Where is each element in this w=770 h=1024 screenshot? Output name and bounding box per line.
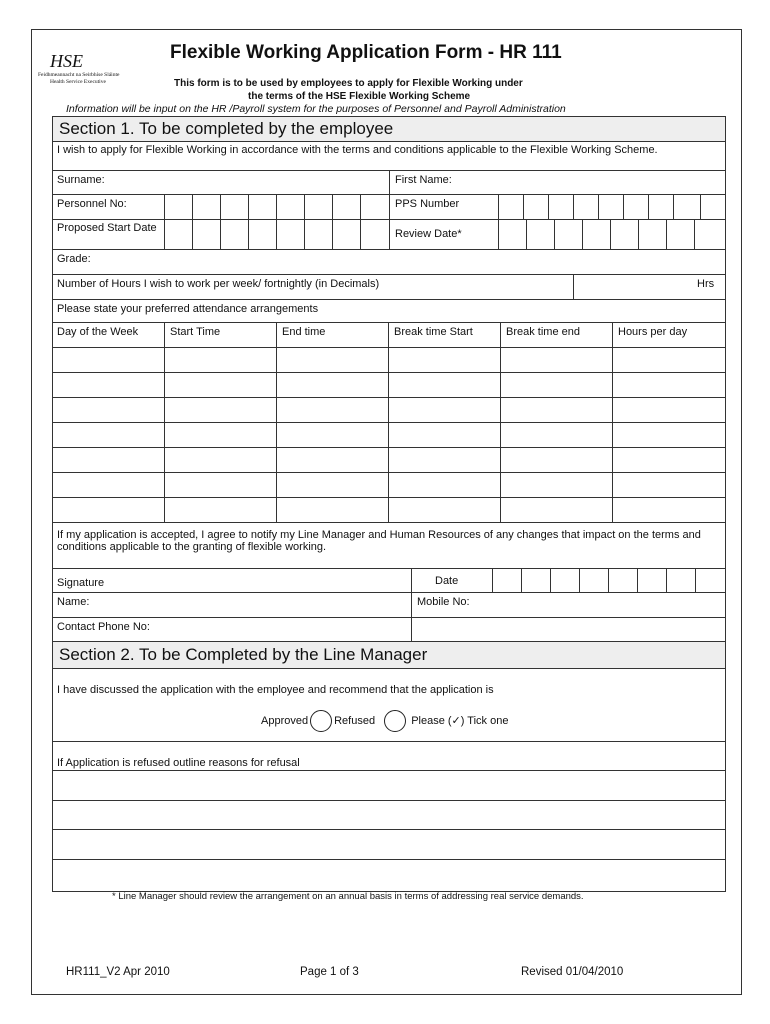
dates-row	[53, 220, 725, 250]
col-hours: Hours per day	[618, 326, 688, 338]
footer-revised: Revised 01/04/2010	[521, 966, 624, 978]
date-label: Date	[435, 575, 459, 587]
refusal-label-row	[53, 742, 725, 771]
intro-row	[53, 142, 725, 171]
surname-label: Surname:	[57, 174, 105, 186]
col-start: Start Time	[170, 326, 221, 338]
refusal-line[interactable]	[53, 801, 725, 830]
personnel-row	[53, 195, 725, 220]
subtitle-line-1: This form is to be used by employees to apply for Flexible Working under	[174, 78, 523, 89]
name-row	[53, 171, 725, 195]
schedule-row[interactable]	[53, 398, 725, 423]
pps-number-label: PPS Number	[395, 198, 460, 210]
refusal-label: If Application is refused outline reasons for refusal	[57, 757, 300, 769]
refusal-line[interactable]	[53, 860, 725, 891]
schedule-row[interactable]	[53, 348, 725, 373]
schedule-header	[53, 323, 725, 348]
subtitle-line-2: the terms of the HSE Flexible Working Scheme	[248, 91, 471, 102]
attendance-label: Please state your preferred attendance arrangements	[57, 303, 319, 315]
hours-label: Number of Hours I wish to work per week/ fortnightly (in Decimals)	[57, 278, 380, 290]
personnel-no-label: Personnel No:	[57, 198, 127, 210]
schedule-row[interactable]	[53, 423, 725, 448]
schedule-row[interactable]	[53, 498, 725, 523]
recommendation-row	[53, 669, 725, 742]
agreement-text: If my application is accepted, I agree to notify my Line Manager and Human Resources of any changes that impact on the terms and conditions applicable to the granting of flexible working.	[57, 529, 701, 553]
schedule-row[interactable]	[53, 448, 725, 473]
refused-radio[interactable]	[384, 710, 406, 732]
refusal-line[interactable]	[53, 771, 725, 801]
hse-logo	[38, 36, 128, 86]
section2-heading: Section 2. To be Completed by the Line Manager	[53, 642, 725, 669]
info-note: Information will be input on the HR /Payroll system for the purposes of Personnel and Payroll Administration	[66, 103, 566, 115]
attendance-row	[53, 300, 725, 323]
approved-label: Approved	[261, 714, 309, 727]
col-end: End time	[282, 326, 326, 338]
col-break-end: Break time end	[506, 326, 580, 338]
schedule-row[interactable]	[53, 473, 725, 498]
schedule-row[interactable]	[53, 373, 725, 398]
intro-text: I wish to apply for Flexible Working in accordance with the terms and conditions applicable to the Flexible Working Scheme.	[57, 144, 658, 156]
logo-line-irish: Feidhmeannacht na Seirbhíse Sláinte	[38, 72, 120, 78]
name-label: Name:	[57, 596, 90, 608]
logo-line-english: Health Service Executive	[50, 79, 106, 85]
logo-mark: HSE	[50, 51, 83, 71]
section1-heading: Section 1. To be completed by the employee	[53, 117, 725, 142]
signature-label: Signature	[57, 577, 105, 589]
signature-row	[53, 569, 725, 593]
contact-phone-label: Contact Phone No:	[57, 621, 150, 633]
name-mobile-row	[53, 593, 725, 618]
grade-row	[53, 250, 725, 275]
col-day: Day of the Week	[57, 326, 139, 338]
first-name-label: First Name:	[395, 174, 452, 186]
page-title: Flexible Working Application Form - HR 111	[170, 42, 562, 63]
grade-label: Grade:	[57, 253, 91, 265]
mobile-label: Mobile No:	[417, 596, 470, 608]
tick-instruction: Please (✓) Tick one	[411, 714, 509, 727]
contact-row	[53, 618, 725, 642]
proposed-start-label: Proposed Start Date	[57, 222, 157, 234]
approved-radio[interactable]	[310, 710, 332, 732]
agreement-row	[53, 523, 725, 569]
refused-label: Refused	[334, 714, 376, 727]
col-break-start: Break time Start	[394, 326, 473, 338]
hrs-label: Hrs	[697, 278, 715, 290]
application-form	[52, 116, 726, 892]
footer-version: HR111_V2 Apr 2010	[66, 966, 170, 978]
footer-page: Page 1 of 3	[300, 966, 359, 978]
hours-row	[53, 275, 725, 300]
review-date-label: Review Date*	[395, 228, 462, 240]
refusal-line[interactable]	[53, 830, 725, 860]
footnote: * Line Manager should review the arrangement on an annual basis in terms of addressing real service demands.	[112, 891, 584, 902]
recommendation-options	[257, 707, 512, 735]
discussed-text: I have discussed the application with the employee and recommend that the application is	[57, 684, 494, 696]
